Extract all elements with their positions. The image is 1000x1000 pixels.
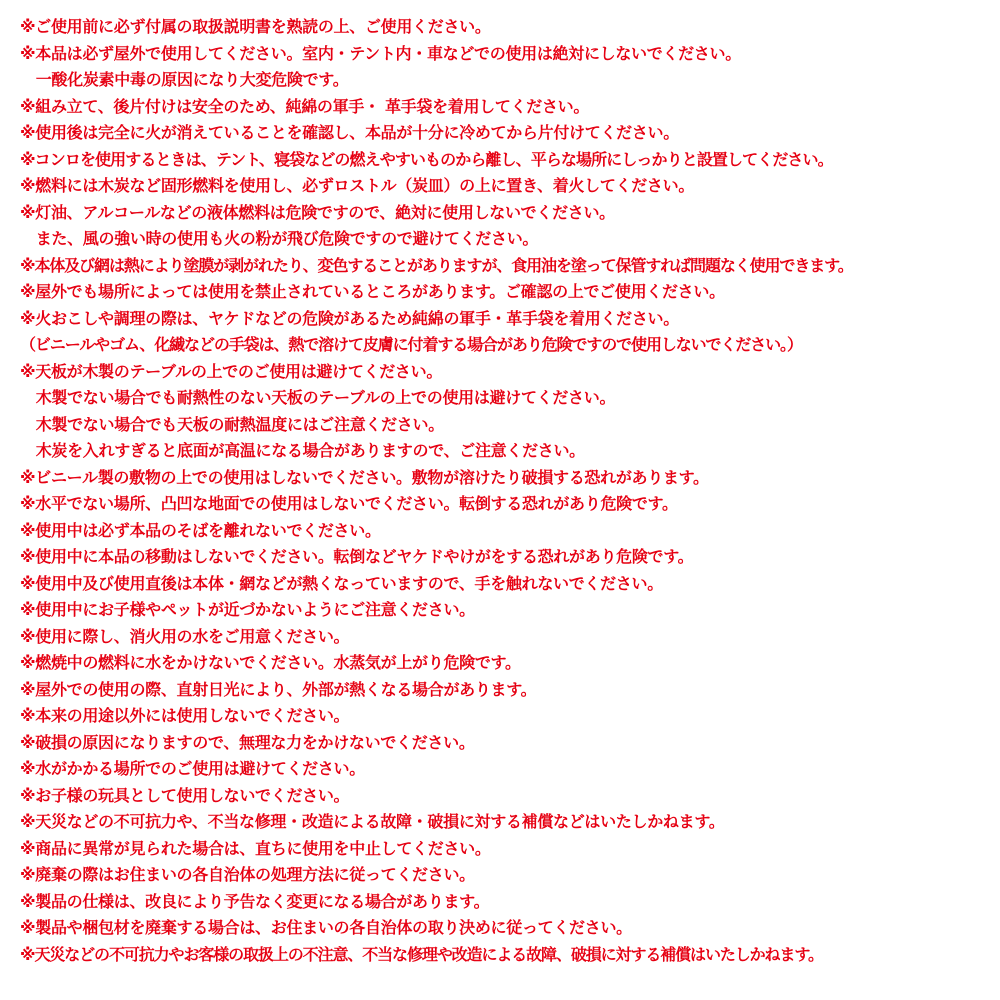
notice-line-12: ※火おこしや調理の際は、ヤケドなどの危険があるため純綿の軍手・革手袋を着用ください。: [20, 308, 679, 328]
notice-line-4: ※組み立て、後片付けは安全のため、純綿の軍手・ 革手袋を着用してください。: [20, 96, 590, 116]
notice-line-5: ※使用後は完全に火が消えていることを確認し、本品が十分に冷めてから片付けてください。: [20, 123, 679, 142]
notice-line-29: ※水がかかる場所でのご使用は避けてください。: [20, 759, 365, 778]
notice-line-17: 木炭を入れすぎると底面が高温になる場合がありますので、ご注意ください。: [20, 441, 585, 460]
notice-line-24: ※使用に際し、消火用の水をご用意ください。: [20, 626, 350, 646]
caution-notice-list: [20, 14, 995, 968]
notice-line-30: ※お子様の玩具として使用しないでください。: [20, 785, 350, 805]
notice-line-27: ※本来の用途以外には使用しないでください。: [20, 706, 350, 725]
notice-line-10: ※本体及び網は熱により塗膜が剥がれたり、変色することがありますが、食用油を塗って保管すれば問題なく使用できます。: [20, 255, 853, 275]
notice-line-19: ※水平でない場所、凸凹な地面での使用はしないでください。転倒する恐れがあり危険です。: [20, 494, 678, 513]
notice-line-22: ※使用中及び使用直後は本体・網などが熱くなっていますので、手を触れないでください。: [20, 573, 663, 593]
notice-line-11: ※屋外でも場所によっては使用を禁止されているところがあります。ご確認の上でご使用ください。: [20, 282, 725, 301]
notice-line-6: ※コンロを使用するときは、テント、寝袋などの燃えやすいものから離し、平らな場所にしっかりと設置してください。: [20, 149, 833, 169]
notice-line-21: ※使用中に本品の移動はしないでください。転倒などヤケドやけがをする恐れがあり危険です。: [20, 547, 694, 566]
notice-line-34: ※製品の仕様は、改良により予告なく変更になる場合があります。: [20, 891, 490, 911]
notice-line-8: ※灯油、アルコールなどの液体燃料は危険ですので、絶対に使用しないでください。: [20, 202, 615, 222]
notice-line-31: ※天災などの不可抗力や、不当な修理・改造による故障・破損に対する補償などはいたしかねます。: [20, 812, 725, 831]
notice-line-20: ※使用中は必ず本品のそばを離れないでください。: [20, 520, 381, 540]
notice-line-28: ※破損の原因になりますので、無理な力をかけないでください。: [20, 732, 475, 752]
notice-line-18: ※ビニール製の敷物の上での使用はしないでください。敷物が溶けたり破損する恐れがあります。: [20, 467, 709, 487]
notice-line-26: ※屋外での使用の際、直射日光により、外部が熱くなる場合があります。: [20, 679, 537, 699]
notice-line-25: ※燃焼中の燃料に水をかけないでください。水蒸気が上がり危険です。: [20, 653, 521, 672]
notice-line-15: 木製でない場合でも耐熱性のない天板のテーブルの上での使用は避けてください。: [20, 388, 616, 407]
notice-line-3: 一酸化炭素中毒の原因になり大変危険です。: [20, 70, 349, 89]
notice-line-9: また、風の強い時の使用も火の粉が飛び危険ですので避けてください。: [20, 229, 539, 248]
notice-line-35: ※製品や梱包材を廃棄する場合は、お住まいの各自治体の取り決めに従ってください。: [20, 918, 632, 937]
notice-line-33: ※廃棄の際はお住まいの各自治体の処理方法に従ってください。: [20, 865, 475, 884]
notice-line-32: ※商品に異常が見られた場合は、直ちに使用を中止してください。: [20, 838, 491, 858]
notice-line-13: （ビニールやゴム、化繊などの手袋は、熱で溶けて皮膚に付着する場合があり危険ですので使用しないでください。）: [20, 335, 802, 354]
notice-line-2: ※本品は必ず屋外で使用してください。室内・テント内・車などでの使用は絶対にしないでください。: [20, 43, 741, 63]
notice-line-23: ※使用中にお子様やペットが近づかないようにご注意ください。: [20, 600, 475, 619]
notice-line-36: ※天災などの不可抗力やお客様の取扱上の不注意、不当な修理や改造による故障、破損に対する補償はいたしかねます。: [20, 944, 823, 964]
notice-line-14: ※天板が木製のテーブルの上でのご使用は避けてください。: [20, 361, 443, 381]
notice-line-16: 木製でない場合でも天板の耐熱温度にはご注意ください。: [20, 414, 444, 434]
notice-line-7: ※燃料には木炭など固形燃料を使用し、必ずロストル（炭皿）の上に置き、着火してください。: [20, 176, 695, 195]
notice-line-1: ※ご使用前に必ず付属の取扱説明書を熟読の上、ご使用ください。: [20, 17, 491, 36]
